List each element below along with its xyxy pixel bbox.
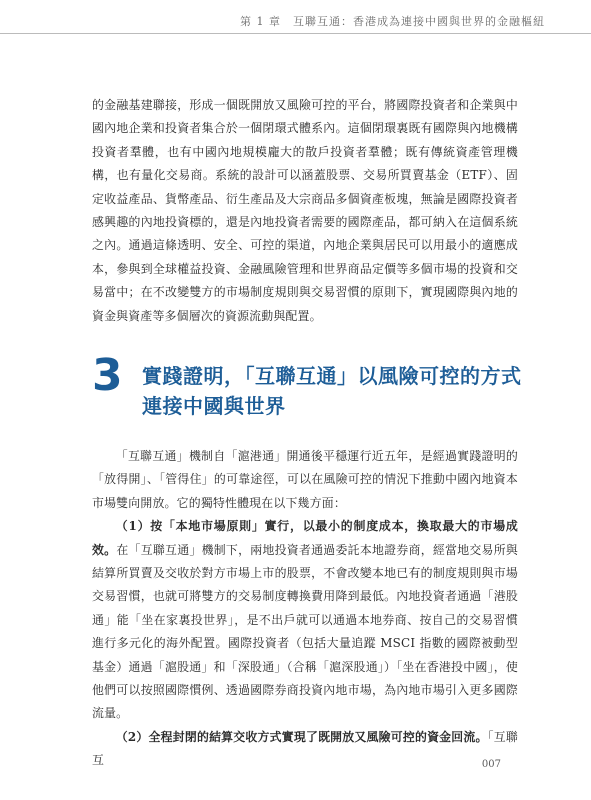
point-2-tail: 「互聯互: [92, 729, 518, 768]
section-paragraph-1: 「互聯互通」機制自「滬港通」開通後平穩運行近五年，是經過實踐證明的「放得開」、「管得住」的可靠途徑，可以在風險可控的情況下推動中國內地資本市場雙向開放。它的獨特性體現在以下幾方面：: [92, 449, 518, 510]
intro-paragraph-block: [92, 94, 518, 328]
section-number: 3: [92, 350, 123, 401]
section-body: [92, 445, 518, 773]
point-1-paragraph: [92, 515, 518, 726]
page-number: 007: [481, 759, 501, 770]
point-1-heading: （1）按「本地市場原則」實行，以最小的制度成本，換取最大的市場成效。: [92, 519, 518, 557]
intro-paragraph: 的金融基建聯接，形成一個既開放又風險可控的平台，將國際投資者和企業與中國內地企業和投資者集合於一個閉環式體系內。這個閉環裏既有國際與內地機構投資者羣體，也有中國內地規模龐大的散戶投資者羣體；既有傳統資產管理機構，也有量化交易商。系統的設計可以涵蓋股票、交易所買賣基金（ETF）、固定收益產品、貨幣產品、衍生產品及大宗商品多個資產板塊，無論是國際投資者感興趣的內地投資標的，還是內地投資者需要的國際產品，都可納入在這個系統之內。通過這條透明、安全、可控的渠道，內地企業與居民可以用最小的適應成本，參與到全球權益投資、金融風險管理和世界商品定價等多個市場的投資和交易當中；在不改變雙方的市場制度規則與交易習慣的原則下，實現國際與內地的資金與資產等多個層次的資源流動與配置。: [92, 98, 518, 323]
point-2-paragraph: [92, 726, 518, 773]
section-title: 實踐證明，「互聯互通」以風險可控的方式連接中國與世界: [142, 364, 522, 418]
running-header: 第 1 章 互聯互通：香港成為連接中國與世界的金融樞紐: [240, 15, 545, 28]
section-heading: [92, 350, 532, 430]
point-1-body: 在「互聯互通」機制下，兩地投資者通過委託本地證券商，經當地交易所與結算所買賣及交收於對方市場上市的股票，不會改變本地已有的制度規則與市場交易習慣，也就可將雙方的交易制度轉換費用降到最低。內地投資者通過「港股通」能「坐在家裏投世界」，是不出戶就可以通過本地券商、按自己的交易習慣進行多元化的海外配置。國際投資者（包括大量追蹤 MSCI 指數的國際被動型基金）通過「滬股通」和「深股通」（合稱「滬深股通」）「坐在香港投中國」，使他們可以按照國際慣例、透過國際券商投資內地市場，為內地市場引入更多國際流量。: [92, 542, 518, 721]
point-2-heading: （2）全程封閉的結算交收方式實現了既開放又風險可控的資金回流。: [115, 729, 488, 744]
header-rule: [0, 33, 591, 34]
